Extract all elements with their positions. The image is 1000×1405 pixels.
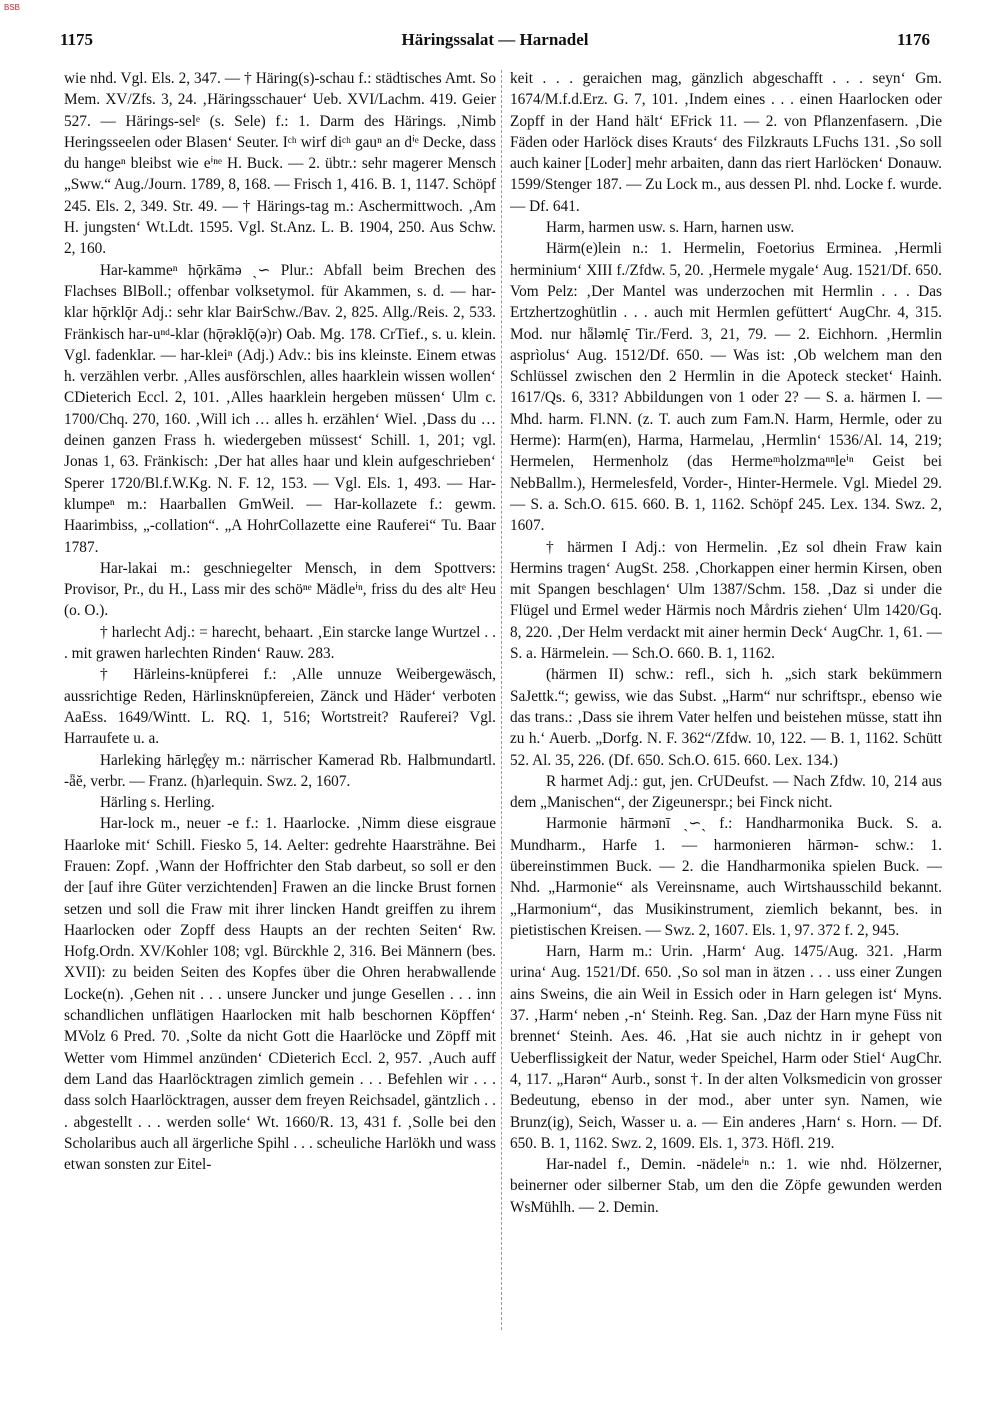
dictionary-entry: Härling s. Herling. [100,794,215,812]
dictionary-entry: † Härleins-knüpferei f.: ‚Alle unnuze Weibergewäsch, aussrichtige Reden, Härlinsknüpfereien, Zänck und Häder‘ verboten AaEss. 1649/Wintt. L. RQ. 1, 516; Wortstreit? Rauferei? Vgl. Harraufete u. a. [64,666,496,748]
dictionary-entry: Harn, Harm m.: Urin. ‚Harm‘ Aug. 1475/Aug. 321. ‚Harm urina‘ Aug. 1521/Df. 650. ‚So sol man in ätzen . . . uss einer Zungen ains Sweins, die ain Weil in Essich oder in Harn gelegen ist‘ Myns. 37. ‚Harm‘ neben ‚-n‘ Steinh. Reg. San. ‚Daz der Harn myne Füss nit brennet‘ Steinh. Aes. 46. ‚Hat sie auch nichtz in ir gehept von Ueberflissigkeit der Natur, weder Speichel, Harm oder Stiel‘ AugChr. 4, 117. „Harən“ Aurb., sonst †. In der alten Volksmedicin von grosser Bedeutung, ebenso in der mod., aber unter syn. Namen, wie Brunz(ig), Seich, Wasser u. a. — Ein anderes ‚Harn‘ s. Horn. — Df. 650. B. 1, 1162. Swz. 2, 1609. Els. 1, 373. Höfl. 219. [510,943,942,1152]
dictionary-entry: Härm(e)lein n.: 1. Hermelin, Foetorius Erminea. ‚Hermli herminium‘ XIII f./Zfdw. 5, 20. ‚Hermele mygale‘ Aug. 1521/Df. 650. Vom Pelz: ‚Der Mantel was underzochen mit Hermlin . . . Das Ertzhertzoghütlin . . . auch mit Hermlen gefüttert‘ AugChr. 4, 315. Mod. nur hǟləmlę̄ Tir./Ferd. 3, 21, 79. — 2. Eichhorn. ‚Hermlin asprìolus‘ Aug. 1512/Df. 650. — Was ist: ‚Ob welchem man den Schlüssel zwischen den 2 Hermlin in die Apoteck stecket‘ Hainh. 1617/Qs. 6, 331? Abbildungen von 1 oder 2? — S. a. härmen I. — Mhd. harm. Fl.NN. (z. T. auch zum Fam.N. Harm, Hermle, oder zu Herme): Harm(en), Harma, Harmelau, ‚Hermlin‘ 1536/Al. 14, 219; Hermelen, Hermenholz (das Hermeᵐholzmaⁿⁿleⁱⁿ Geist bei NebBallm.), Hermelesfeld, Vorder-, Hinter-Hermele. Vgl. Miedel 29. — S. a. Sch.O. 615. 660. B. 1, 1162. Schöpf 245. Lex. 134. Swz. 2, 1607. [510,240,942,535]
dictionary-entry: Harm, harmen usw. s. Harn, harnen usw. [546,219,795,237]
running-title: Häringssalat — Harnadel [401,30,589,49]
column-divider [501,70,502,1330]
right-column [510,68,942,1368]
dictionary-entry: † härmen I Adj.: von Hermelin. ‚Ez sol dhein Fraw kain Hermins tragen‘ AugSt. 258. ‚Chorkappen einer hermin Kirsen, oben mit Spangen beschlagen‘ Ulm 1387/Schm. 158. ‚Daz si under die Flügel und Ermel weder Härmis noch Mårdris ziehen‘ Ulm 1420/Gq. 8, 220. ‚Der Helm verdackt mit ainer hermin Deck‘ AugChr. 1, 61. — S. a. Härmelein. — Sch.O. 660. B. 1, 1162. [510,538,942,663]
dictionary-entry: Harmonie hārmənī ˏ∽ˏ f.: Handharmonika Buck. S. a. Mundharm., Harfe 1. — harmonieren hārmən- schw.: 1. übereinstimmen Buck. — 2. die Handharmonika spielen Buck. — Nhd. „Harmonie“ als Vereinsname, auch Wirtshausschild bekannt. „Harmonium“, das Musikinstrument, ziemlich bekannt, bes. in pietistischen Kreisen. — Swz. 2, 1607. Els. 1, 97. 372 f. 2, 945. [510,815,942,939]
dictionary-entry: (härmen II) schw.: refl., sich h. „sich stark bekümmern SaJettk.“; gewiss, wie das Subst. „Harm“ nur schriftspr., ebenso wie das trans.: ‚Dass sie ihrem Vater helfen und beistehen müsse, statt ihn zu h.‘ Auerb. „Dorfg. N. F. 362“/Zfdw. 10, 122. — B. 1, 1162. Schütt 52. Al. 35, 226. (Df. 650. Sch.O. 615. 660. Lex. 134.) [510,666,942,769]
dictionary-entry: Har-lock m., neuer -e f.: 1. Haarlocke. ‚Nimm diese eisgraue Haarloke mit‘ Schill. Fiesko 5, 14. Aelter: gedrehte Haarsträhne. Bei Frauen: Zopf. ‚Wann der Hoffrichter den Stab darbeut, so soll er den der [auf ihre Güter verzichtenden] Frawen an die lincke Brust fornen setzen und soll die Fraw mit ihrer lincken Handt greiffen zu ihrem Haarlocken oder Zopff dess Haupts an der rechten Seiten‘ Rw. Hofg.Ordn. XV/Kohler 108; vgl. Bürckhle 2, 316. Bei Männern (bes. XVII): zu beiden Seiten des Kopfes über die Ohren herabwallende Locke(n). ‚Gehen nit . . . unsere Juncker und junge Gesellen . . . inn schandlichen unflätigen Haarlocken mit halb beschornen Köpffen‘ MVolz 6 Pred. 70. ‚Solte da nicht Gott die Haarlöcke und Zöpff mit Wetter vom Himmel anzünden‘ CDieterich Eccl. 2, 957. ‚Auch auff dem Land das Haarlöcktragen zimlich gemein . . . Befehlen wir . . . dass solch Haarlöcktragen, ausser dem freyen Reichsadel, gäntzlich . . . abgestellt . . . werden solle‘ Wt. 1660/R. 13, 431 f. ‚Solle bei den Scholaribus auch all ärgerliche Spihl . . . scheuliche Harlökh und wass etwan sonsten zur Eitel- [64,815,496,1174]
paragraph: keit . . . geraichen mag, gänzlich abgeschafft . . . seyn‘ Gm. 1674/M.f.d.Erz. G. 7, 101. ‚Indem eines . . . einen Haarlocken oder Zopff in der Hand hält‘ EFrick 11. — 2. von Pflanzenfasern. ‚Die Fäden oder Harlöck dises Krauts‘ des Filzkrauts LFuchs 131. ‚So soll auch kainer [Loder] mehr arbaiten, dann das riert Harlöcken‘ Donauw. 1599/Stenger 187. — Zu Lock m., aus dessen Pl. nhd. Locke f. wurde. — Df. 641. [510,70,942,215]
page-number-left: 1175 [60,30,94,49]
page-header [60,30,930,56]
left-column [64,68,496,1368]
library-stamp: BSB [4,3,21,12]
dictionary-entry: † harlecht Adj.: = harecht, behaart. ‚Ein starcke lange Wurtzel . . . mit grawen harlechten Rinden‘ Rauw. 283. [64,623,496,663]
dictionary-entry: Har-nadel f., Demin. -nädeleⁱⁿ n.: 1. wie nhd. Hölzerner, beinerner oder silberner Stab, um den die Zöpfe gewunden werden WsMühlh. — 2. Demin. [510,1156,942,1216]
dictionary-entry: R harmet Adj.: gut, jen. CrUDeufst. — Nach Zfdw. 10, 214 aus dem „Manischen“, der Zigeunerspr.; bei Finck nicht. [510,772,942,812]
dictionary-entry: Harleking hārlęg̊ęy m.: närrischer Kamerad Rb. Halbmundartl. -ǟĕ, verbr. — Franz. (h)arlequin. Swz. 2, 1607. [64,751,496,790]
page-number-right: 1176 [896,30,930,49]
dictionary-entry: Har-kammeⁿ hǭrkāmə ˏ∽ Plur.: Abfall beim Brechen des Flachses BlBoll.; offenbar volksetymol. für Akammen, s. d. — har-klar hǭrklǭr Adj.: sehr klar BairSchw./Bav. 2, 825. Allg./Reis. 2, 533. Fränkisch har-uⁿᵈ-klar (hǭrəklǭ(ə)r) Oab. Mg. 178. CrTief., s. u. klein. Vgl. fadenklar. — har-kleiⁿ (Adj.) Adv.: bis ins kleinste. Einem etwas h. verzählen verbr. ‚Alles ausförschlen, alles haarklein wissen wollen‘ CDieterich Eccl. 2, 101. ‚Alles haarklein hergeben müssen‘ Ulm c. 1700/Chq. 270, 160. ‚Will ich … alles h. erzählen‘ Wiel. ‚Dass du … deinen ganzen Frass h. wiedergeben müssest‘ Schill. 1, 201; vgl. Jonas 1, 63. Fränkisch: ‚Der hat alles haar und klein aufgeschrieben‘ Sperer 1720/Bl.f.W.Kg. N. F. 12, 153. — Vgl. Els. 1, 493. — Har-klumpeⁿ m.: Haarballen GmWeil. — Har-kollazete f.: gewm. Haarimbiss, „-collation“. „A HohrCollazette eine Rauferei“ Tu. Baar 1787. [64,261,496,556]
dictionary-entry: Har-lakai m.: geschniegelter Mensch, in dem Spottvers: Provisor, Pr., du H., Lass mir des schöⁿᵉ Mädleⁱⁿ, friss du des altᵉ Heu (o. O.). [64,559,496,620]
paragraph: wie nhd. Vgl. Els. 2, 347. — † Häring(s)-schau f.: städtisches Amt. So Mem. XV/Zfs. 3, 24. ‚Häringsschauer‘ Ueb. XVI/Lachm. 419. Geier 527. — Härings-selᵉ (s. Sele) f.: 1. Darm des Härings. ‚Nimb Heringsseelen oder Blasen‘ Seuter. Iᶜʰ wirf diᶜʰ gauⁿ an dⁱᵉ Decke, dass du hangeⁿ bleibst wie eⁱⁿᵉ H. Buck. — 2. übtr.: sehr magerer Mensch „Sww.“ Aug./Journ. 1789, 8, 168. — Frisch 1, 416. B. 1, 1147. Schöpf 245. Els. 2, 349. Str. 49. — † Härings-tag m.: Aschermittwoch. ‚Am H. jungsten‘ Wt.Ldt. 1595. Vgl. St.Anz. L. B. 1904, 250. Aus Schw. 2, 160. [64,70,496,258]
